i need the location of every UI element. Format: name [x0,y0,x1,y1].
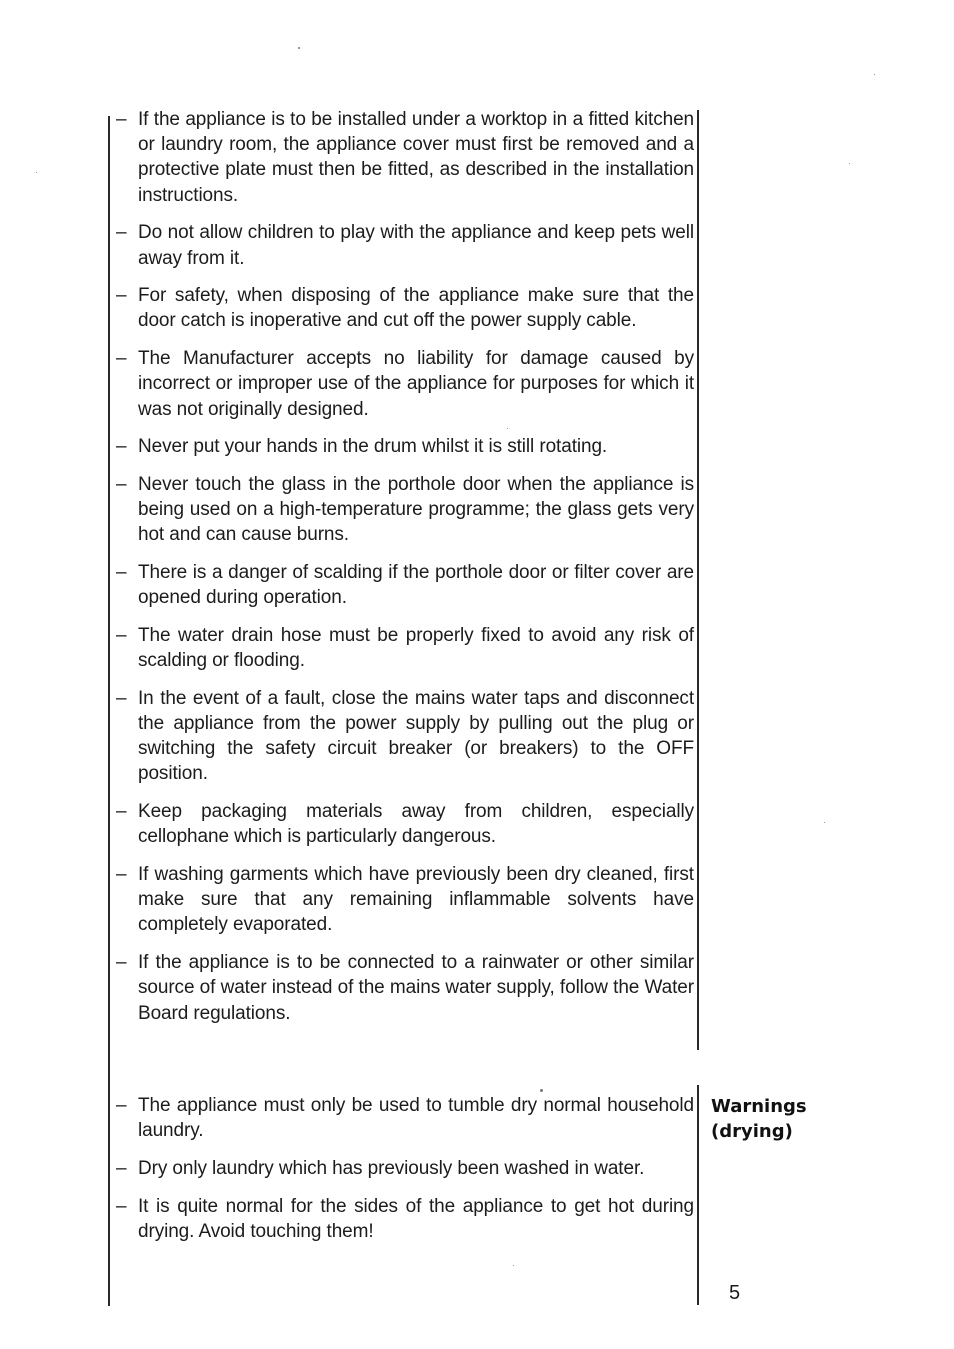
list-item [116,472,694,548]
dash-bullet: – [116,348,127,370]
scan-speck [298,47,300,49]
list-item-text: The water drain hose must be properly fixed to avoid any risk of scalding or flooding. [138,624,694,672]
section-heading-line: (drying) [711,1121,793,1142]
scan-speck [874,74,875,75]
dash-bullet: – [116,1095,127,1116]
scan-speck [824,822,825,823]
list-item [116,799,694,849]
list-item-text: Never touch the glass in the porthole door when the appliance is being used on a high-temperature programme; the glass gets very hot and can cause burns. [138,473,694,546]
list-item-text: Keep packaging materials away from children, especially cellophane which is particularly dangerous. [138,801,694,848]
list-item-text: If the appliance is to be installed under a worktop in a fitted kitchen or laundry room, the appliance cover must first be removed and a protective plate must then be fitted, as described in the installation instructions. [138,109,694,206]
list-item-text: If the appliance is to be connected to a rainwater or other similar source of water instead of the mains water supply, follow the Water Board regulations. [138,952,694,1024]
list-item [116,686,694,787]
general-warnings-list [116,107,694,1038]
list-item-text: The Manufacturer accepts no liability for damage caused by incorrect or improper use of the appliance for purposes for which it was not originally designed. [138,348,694,420]
list-item [116,346,694,422]
dash-bullet: – [116,624,127,646]
scan-speck [513,1265,514,1266]
list-item [116,434,694,459]
list-item [116,1194,694,1244]
scan-speck [36,172,37,173]
drying-warnings-list [116,1093,694,1257]
list-item [116,107,694,208]
list-item [116,560,694,610]
right-column-rule-lower [697,1085,699,1305]
list-item [116,862,694,938]
list-item [116,623,694,673]
list-item [116,220,694,270]
section-heading-warnings-drying [711,1094,807,1144]
list-item-text: Dry only laundry which has previously been washed in water. [138,1157,645,1179]
dash-bullet: – [116,864,127,886]
dash-bullet: – [116,436,127,458]
dash-bullet: – [116,562,127,584]
list-item-text: Never put your hands in the drum whilst it is still rotating. [138,436,608,458]
dash-bullet: – [116,801,127,823]
list-item [116,1093,694,1143]
page-number: 5 [729,1282,741,1304]
left-margin-rule [108,116,110,1306]
list-item-text: The appliance must only be used to tumble dry normal household laundry. [138,1095,694,1142]
dash-bullet: – [116,222,127,244]
scan-speck [507,428,508,429]
list-item-text: In the event of a fault, close the mains water taps and disconnect the appliance from the power supply by pulling out the plug or switching the safety circuit breaker (or breakers) to the OFF position. [138,687,694,785]
section-heading-line: Warnings [711,1096,807,1117]
dash-bullet: – [116,952,127,974]
dash-bullet: – [116,109,127,130]
list-item [116,283,694,333]
dash-bullet: – [116,473,127,495]
list-item-text: It is quite normal for the sides of the appliance to get hot during drying. Avoid touching them! [138,1195,694,1242]
list-item [116,950,694,1026]
list-item-text: Do not allow children to play with the appliance and keep pets well away from it. [138,222,694,269]
right-column-rule-upper [697,110,699,1050]
list-item [116,1156,694,1181]
scan-speck [540,1089,543,1092]
list-item-text: There is a danger of scalding if the porthole door or filter cover are opened during operation. [138,562,694,609]
list-item-text: If washing garments which have previously been dry cleaned, first make sure that any remaining inflammable solvents have completely evaporated. [138,864,694,936]
list-item-text: For safety, when disposing of the appliance make sure that the door catch is inoperative and cut off the power supply cable. [138,285,694,332]
dash-bullet: – [116,1157,127,1179]
dash-bullet: – [116,1195,127,1217]
dash-bullet: – [116,285,127,307]
scan-speck [849,163,850,164]
dash-bullet: – [116,687,127,709]
